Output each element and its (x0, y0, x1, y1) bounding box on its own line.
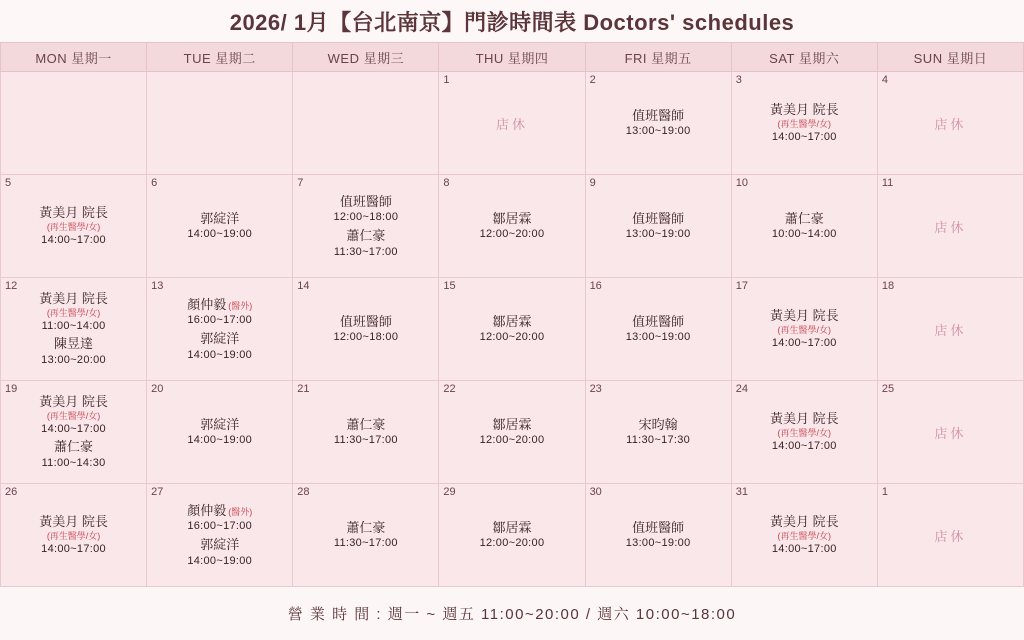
doctor-name-text: 顏仲毅 (187, 296, 227, 312)
doctor-entry (187, 536, 252, 568)
day-cell-content (147, 381, 292, 465)
day-number: 8 (443, 177, 450, 189)
doctor-name-text: 黃美月 院長 (769, 308, 839, 324)
doctor-entry (39, 204, 108, 247)
weekday-header-3: THU 星期四 (439, 43, 585, 72)
doctor-name-text: 黃美月 院長 (39, 394, 108, 410)
day-cell-content (586, 72, 731, 156)
day-number: 1 (881, 486, 888, 498)
doctor-entry (626, 210, 691, 242)
doctor-entry (770, 410, 839, 453)
day-number: 25 (881, 383, 895, 395)
doctor-time: 12:00~20:00 (479, 228, 545, 241)
doctor-name-text: 鄒居霖 (492, 210, 532, 226)
calendar-day-cell[interactable] (439, 72, 585, 175)
calendar-day-cell[interactable] (439, 278, 585, 381)
doctor-name (626, 313, 691, 331)
doctor-name-text: 黃美月 院長 (39, 291, 108, 307)
doctor-specialty-tag: (再生醫學/女) (777, 530, 832, 541)
doctor-name-text: 黃美月 院長 (769, 514, 839, 530)
weekday-header-2: WED 星期三 (293, 43, 439, 72)
day-cell-content (293, 278, 438, 362)
day-number: 3 (735, 74, 742, 86)
calendar-week-row (1, 278, 1024, 381)
day-number: 11 (881, 177, 894, 189)
doctor-name (770, 307, 839, 325)
day-cell-content (439, 484, 584, 568)
doctor-time: 11:30~17:30 (626, 434, 691, 447)
doctor-name-text: 黃美月 院長 (39, 205, 108, 221)
calendar-day-cell[interactable] (147, 381, 293, 484)
calendar-week-row (1, 175, 1024, 278)
calendar-day-cell[interactable] (293, 175, 439, 278)
calendar-day-cell[interactable] (1, 72, 147, 175)
calendar-day-cell[interactable] (585, 278, 731, 381)
doctor-name (626, 519, 691, 537)
doctor-name-text: 鄒居霖 (492, 313, 532, 329)
doctor-name (187, 416, 252, 434)
doctor-entry (480, 519, 545, 551)
calendar-day-cell[interactable] (293, 72, 439, 175)
weekday-header-5: SAT 星期六 (731, 43, 877, 72)
doctor-entry (334, 227, 398, 259)
doctor-time: 12:00~20:00 (479, 537, 545, 550)
calendar-day-cell[interactable] (731, 381, 877, 484)
day-cell-content (147, 278, 292, 362)
doctor-entry (770, 513, 839, 556)
calendar-day-cell[interactable] (1, 278, 147, 381)
calendar-day-cell[interactable] (293, 278, 439, 381)
doctor-name-text: 黃美月 院長 (39, 514, 108, 530)
day-number: 15 (443, 280, 456, 292)
day-number: 27 (151, 486, 164, 498)
doctor-time: 14:00~17:00 (41, 542, 106, 555)
doctor-name (39, 393, 108, 411)
doctor-entry (334, 519, 398, 551)
doctor-name (480, 210, 545, 228)
doctor-specialty-tag: (再生醫學/女) (46, 410, 101, 421)
calendar-day-cell[interactable] (731, 484, 877, 587)
calendar-day-cell[interactable] (147, 72, 293, 175)
day-cell-content (293, 72, 438, 156)
doctor-time: 12:00~18:00 (333, 331, 399, 344)
day-cell-content (732, 278, 877, 362)
doctor-name-text: 郭綻洋 (200, 416, 240, 432)
doctor-name-text: 黃美月 院長 (769, 102, 839, 118)
doctor-entry (334, 416, 398, 448)
day-cell-content (878, 72, 1023, 156)
calendar-day-cell[interactable] (1, 381, 147, 484)
doctor-name (480, 313, 545, 331)
calendar-day-cell[interactable] (147, 278, 293, 381)
calendar-day-cell[interactable] (877, 484, 1023, 587)
day-cell-content (878, 381, 1023, 465)
day-cell-content (1, 175, 146, 259)
calendar-table (0, 42, 1024, 587)
day-cell-content (732, 484, 877, 568)
doctor-time: 14:00~17:00 (771, 542, 837, 555)
doctor-time: 14:00~19:00 (187, 228, 253, 241)
doctor-time: 14:00~19:00 (187, 348, 253, 361)
calendar-day-cell[interactable] (293, 484, 439, 587)
doctor-entry (626, 107, 691, 139)
doctor-name (334, 227, 398, 245)
day-cell-content (293, 175, 438, 259)
closed-label: 店休 (934, 116, 967, 132)
doctor-name-text: 蕭仁豪 (346, 416, 386, 432)
doctor-entry (626, 313, 691, 345)
day-cell-content (147, 484, 292, 568)
doctor-name-text: 顏仲毅 (187, 502, 227, 518)
calendar-day-cell[interactable] (585, 381, 731, 484)
day-cell-content (732, 72, 877, 156)
doctor-entry (480, 210, 545, 242)
doctor-entry (187, 296, 252, 328)
doctor-entry (772, 210, 837, 242)
doctor-name-text: 值班醫師 (339, 313, 392, 329)
doctor-specialty-tag: (再生醫學/女) (777, 324, 832, 335)
doctor-name-text: 郭綻洋 (200, 331, 240, 346)
day-number: 29 (443, 486, 456, 498)
doctor-entry (42, 438, 106, 470)
doctor-time: 12:00~18:00 (333, 211, 399, 224)
doctor-time: 12:00~20:00 (479, 331, 545, 344)
doctor-time: 16:00~17:00 (187, 314, 253, 327)
calendar-header-row (1, 43, 1024, 72)
calendar-day-cell[interactable] (731, 175, 877, 278)
doctor-entry (770, 101, 839, 144)
calendar-day-cell[interactable] (293, 381, 439, 484)
doctor-entry (480, 313, 545, 345)
calendar-day-cell[interactable] (877, 278, 1023, 381)
doctor-name (626, 416, 690, 434)
day-number: 28 (297, 486, 310, 498)
day-cell-content (439, 381, 584, 465)
doctor-entry (187, 330, 252, 362)
day-cell-content (293, 381, 438, 465)
calendar-body (1, 72, 1024, 587)
doctor-name (480, 416, 545, 434)
doctor-name-text: 陳昱達 (54, 336, 94, 352)
doctor-name (334, 416, 398, 434)
doctor-name (770, 101, 839, 119)
doctor-time: 13:00~19:00 (625, 331, 691, 344)
calendar-day-cell[interactable] (147, 484, 293, 587)
doctor-name (187, 330, 252, 348)
doctor-time: 14:00~17:00 (41, 422, 106, 435)
calendar-day-cell[interactable] (1, 484, 147, 587)
doctor-time: 13:00~19:00 (625, 125, 691, 138)
doctor-entry (39, 290, 108, 333)
day-cell-content (878, 278, 1023, 362)
day-cell-content (1, 278, 146, 366)
doctor-name-text: 鄒居霖 (492, 519, 532, 535)
calendar-day-cell[interactable] (439, 381, 585, 484)
day-number: 9 (589, 177, 596, 189)
doctor-name-text: 值班醫師 (632, 519, 685, 535)
footer (0, 587, 1024, 640)
doctor-name-text: 值班醫師 (632, 210, 685, 226)
calendar-week-row (1, 381, 1024, 484)
day-cell-content (293, 484, 438, 568)
day-cell-content (732, 381, 877, 465)
doctor-name (39, 204, 108, 222)
day-cell-content (586, 175, 731, 259)
doctor-entry (626, 519, 691, 551)
doctor-name (39, 290, 108, 308)
doctor-name-text: 黃美月 院長 (769, 411, 839, 427)
day-number: 10 (735, 177, 748, 189)
weekday-header-6: SUN 星期日 (877, 43, 1023, 72)
day-number: 23 (589, 383, 602, 395)
day-number: 1 (443, 74, 450, 86)
doctor-entry (480, 416, 545, 448)
day-cell-content (1, 381, 146, 469)
doctor-name-suffix: (醫外) (228, 300, 253, 311)
business-hours: 營 業 時 間 : 週一 ~ 週五 11:00~20:00 / 週六 10:00~18:00 (287, 606, 737, 623)
doctor-name-text: 蕭仁豪 (346, 228, 386, 243)
day-number: 4 (881, 74, 888, 86)
doctor-name (41, 335, 106, 353)
doctor-entry (770, 307, 839, 350)
doctor-name-text: 蕭仁豪 (54, 439, 94, 455)
doctor-entry (333, 193, 398, 225)
doctor-specialty-tag: (再生醫學/女) (46, 307, 101, 318)
day-cell-content (439, 175, 584, 259)
day-number: 22 (443, 383, 456, 395)
weekday-header-4: FRI 星期五 (585, 43, 731, 72)
calendar-day-cell[interactable] (731, 72, 877, 175)
day-number: 12 (5, 280, 18, 292)
day-number: 20 (151, 383, 164, 395)
doctor-name (333, 193, 398, 211)
day-cell-content (147, 72, 292, 156)
doctor-name (626, 107, 691, 125)
day-number: 19 (5, 383, 18, 395)
doctor-entry (41, 335, 106, 367)
doctor-time: 16:00~17:00 (187, 520, 253, 533)
day-number: 16 (589, 280, 602, 292)
doctor-name (187, 502, 252, 520)
day-cell-content (147, 175, 292, 259)
doctor-entry (39, 393, 108, 436)
doctor-time: 11:00~14:00 (41, 319, 106, 332)
calendar-day-cell[interactable] (877, 381, 1023, 484)
doctor-name (187, 536, 252, 554)
doctor-time: 14:00~17:00 (771, 336, 837, 349)
day-cell-content (732, 175, 877, 259)
day-cell-content (878, 484, 1023, 568)
day-number: 2 (589, 74, 596, 86)
doctor-entry (187, 210, 252, 242)
doctor-time: 11:30~17:00 (333, 434, 398, 447)
doctor-name-text: 蕭仁豪 (784, 210, 824, 226)
doctor-time: 13:00~19:00 (625, 228, 691, 241)
doctor-time: 14:00~19:00 (187, 554, 253, 567)
calendar-day-cell[interactable] (585, 72, 731, 175)
calendar-day-cell[interactable] (877, 175, 1023, 278)
doctor-name (333, 313, 398, 331)
day-number: 13 (151, 280, 164, 292)
doctor-time: 14:00~17:00 (771, 130, 837, 143)
doctor-time: 12:00~20:00 (479, 434, 545, 447)
weekday-header-1: TUE 星期二 (147, 43, 293, 72)
day-cell-content (439, 278, 584, 362)
closed-label: 店休 (934, 219, 967, 235)
day-number: 26 (5, 486, 18, 498)
doctor-name (42, 438, 106, 456)
calendar-day-cell[interactable] (439, 175, 585, 278)
day-number: 31 (735, 486, 748, 498)
doctor-specialty-tag: (再生醫學/女) (777, 427, 832, 438)
day-number: 18 (881, 280, 895, 292)
doctor-time: 13:00~20:00 (41, 353, 106, 366)
doctor-name (770, 513, 839, 531)
closed-label: 店休 (934, 528, 967, 544)
doctor-name-text: 郭綻洋 (200, 210, 240, 226)
calendar-day-cell[interactable] (585, 484, 731, 587)
day-number: 14 (297, 280, 310, 292)
doctor-time: 14:00~17:00 (41, 233, 106, 246)
doctor-name (772, 210, 837, 228)
day-number: 30 (589, 486, 602, 498)
day-number: 17 (735, 280, 748, 292)
doctor-time: 14:00~19:00 (187, 434, 253, 447)
day-number: 7 (297, 177, 304, 189)
day-cell-content (878, 175, 1023, 259)
doctor-time: 11:30~17:00 (333, 537, 398, 550)
day-cell-content (1, 72, 146, 156)
doctor-name-suffix: (醫外) (228, 506, 253, 517)
doctor-name-text: 蕭仁豪 (346, 519, 386, 535)
doctor-specialty-tag: (再生醫學/女) (46, 221, 101, 232)
doctor-specialty-tag: (再生醫學/女) (46, 530, 101, 541)
doctor-entry (187, 502, 252, 534)
doctor-name (187, 210, 252, 228)
doctor-name-text: 值班醫師 (632, 107, 685, 123)
calendar-day-cell[interactable] (585, 175, 731, 278)
calendar-week-row (1, 484, 1024, 587)
calendar-day-cell[interactable] (439, 484, 585, 587)
doctor-name (187, 296, 252, 314)
doctor-name-text: 郭綻洋 (200, 537, 240, 552)
calendar-day-cell[interactable] (147, 175, 293, 278)
doctor-name (626, 210, 691, 228)
closed-label: 店休 (934, 322, 967, 338)
doctor-name-text: 宋昀翰 (638, 416, 678, 432)
doctor-name-text: 鄒居霖 (492, 416, 532, 432)
calendar-day-cell[interactable] (731, 278, 877, 381)
doctor-name-text: 值班醫師 (339, 193, 392, 209)
doctor-time: 11:00~14:30 (41, 456, 106, 469)
doctor-time: 14:00~17:00 (771, 439, 837, 452)
doctor-entry (626, 416, 690, 448)
day-cell-content (586, 278, 731, 362)
doctor-entry (39, 513, 108, 556)
doctor-time: 10:00~14:00 (771, 228, 837, 241)
doctor-time: 11:30~17:00 (333, 245, 398, 258)
day-cell-content (439, 72, 584, 156)
day-cell-content (1, 484, 146, 568)
day-number: 21 (297, 383, 310, 395)
doctor-name-text: 值班醫師 (632, 313, 685, 329)
calendar-week-row (1, 72, 1024, 175)
doctor-name (770, 410, 839, 428)
day-cell-content (586, 484, 731, 568)
day-number: 6 (151, 177, 158, 189)
doctor-name (480, 519, 545, 537)
doctor-specialty-tag: (再生醫學/女) (777, 118, 832, 129)
doctor-name (39, 513, 108, 531)
day-cell-content (586, 381, 731, 465)
closed-label: 店休 (934, 425, 967, 441)
day-number: 24 (735, 383, 748, 395)
calendar-day-cell[interactable] (1, 175, 147, 278)
doctor-name (334, 519, 398, 537)
page-title: 2026/ 1月【台北南京】門診時間表 Doctors' schedules (229, 9, 795, 35)
closed-label: 店休 (495, 116, 528, 132)
weekday-header-0: MON 星期一 (1, 43, 147, 72)
calendar-day-cell[interactable] (877, 72, 1023, 175)
doctor-entry (187, 416, 252, 448)
doctor-time: 13:00~19:00 (625, 537, 691, 550)
doctor-entry (333, 313, 398, 345)
title-bar (0, 0, 1024, 42)
day-number: 5 (5, 177, 12, 189)
